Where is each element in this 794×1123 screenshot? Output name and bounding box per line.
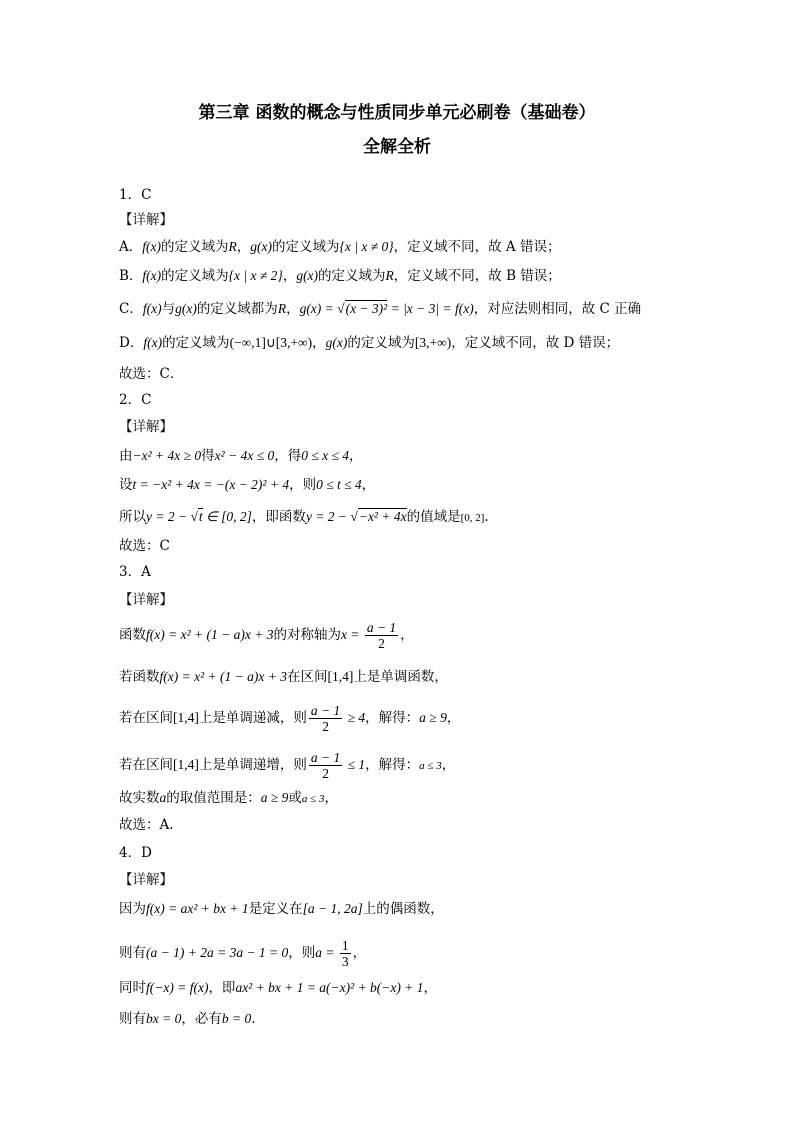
q1-final-answer: 故选：C．	[119, 366, 184, 382]
text: ，必有	[181, 1011, 222, 1027]
q3-line-5	[119, 788, 338, 809]
text: ，则	[289, 477, 317, 493]
math: R	[385, 268, 394, 283]
text: 若在区间	[119, 757, 173, 773]
q2-line-2	[119, 475, 375, 495]
text: 是定义在	[248, 901, 303, 917]
q1-answer-number: 1．C	[119, 187, 152, 203]
q2-answer-number: 2．C	[119, 392, 152, 408]
math: g(x)	[296, 268, 319, 283]
text: ，则	[288, 945, 316, 961]
text: 若在区间	[119, 710, 173, 726]
text: 上是单调递减，则	[198, 710, 307, 726]
sqrt-sign: √	[190, 509, 198, 524]
text: 由	[119, 448, 133, 464]
math: a ≤ 3	[301, 793, 325, 805]
text: 的定义域为	[162, 335, 230, 351]
math: a ≥ 9	[260, 790, 289, 805]
math: ∈ [0, 2]	[202, 509, 252, 524]
q4-answer-number: 4．D	[119, 845, 152, 861]
text: ，即函数	[251, 509, 306, 525]
text: 则有	[119, 1011, 146, 1027]
text: 的定义域为	[271, 239, 340, 255]
q4-line-3	[119, 978, 437, 998]
q4-line-2	[119, 938, 366, 969]
math: a	[159, 790, 167, 805]
q3-line-2	[119, 667, 448, 687]
math: f(x) = ax² + bx + 1	[146, 901, 249, 916]
text: ，	[236, 239, 251, 255]
math: t = −x² + 4x = −(x − 2)² + 4	[132, 477, 290, 492]
math: a ≤ 3	[419, 760, 442, 772]
math: R	[228, 239, 237, 254]
page-subtitle: 全解全析	[363, 137, 431, 157]
math: −x² + 4x ≥ 0	[132, 448, 202, 463]
math: a =	[315, 945, 338, 960]
text: ，定义域不同，故 D 错误；	[451, 335, 620, 351]
q1-option-c	[119, 299, 641, 319]
math: = |x − 3| = f(x)	[387, 301, 474, 316]
math: g(x)	[325, 335, 348, 350]
q2-line-3	[119, 507, 489, 528]
q3-detail-heading: 【详解】	[119, 592, 173, 608]
text: 上是单调函数，	[353, 669, 448, 685]
math-radicand: (x − 3)²	[345, 301, 388, 316]
text: ，	[441, 757, 456, 773]
text: ，得	[274, 448, 302, 464]
text: 因为	[119, 901, 146, 917]
text: 在区间	[286, 669, 328, 685]
q4-detail-heading: 【详解】	[119, 872, 173, 888]
numerator: 1	[341, 938, 349, 953]
denominator: 2	[378, 636, 385, 651]
text: 的定义域都为	[196, 301, 278, 317]
math: g(x)	[175, 301, 197, 316]
math: x =	[340, 627, 363, 642]
q2-final-answer: 故选：C	[119, 538, 170, 554]
math: g(x) =	[299, 301, 338, 316]
math: b = 0	[221, 1011, 252, 1026]
math: x² − 4x ≤ 0	[214, 448, 275, 463]
sqrt-sign: √	[350, 509, 358, 524]
fraction	[309, 703, 342, 734]
text: ，	[349, 448, 363, 464]
math: {x | x ≠ 0}	[339, 239, 394, 254]
text: ，	[286, 301, 300, 317]
math: f(x) = x² + (1 − a)x + 3	[146, 627, 274, 642]
math: {x | x ≠ 2}	[228, 268, 283, 283]
numerator: a − 1	[310, 750, 341, 765]
denominator: 2	[322, 719, 329, 734]
text: 上是单调递增，则	[198, 757, 307, 773]
q3-line-1	[119, 620, 414, 651]
text: 若函数	[119, 669, 160, 685]
text: 故实数	[119, 790, 160, 806]
label: A．	[119, 239, 143, 255]
text: ，解得：	[365, 757, 420, 773]
math: [1,4]	[327, 669, 354, 684]
text: ，	[324, 790, 338, 806]
q3-answer-number: 3．A	[119, 564, 151, 580]
math: ≥ 4	[344, 710, 366, 725]
q1-option-d	[119, 333, 619, 353]
q1-detail-heading: 【详解】	[119, 212, 173, 228]
text: 的取值范围是：	[166, 790, 261, 806]
q1-option-b	[119, 266, 561, 286]
math: (−∞,1]∪[3,+∞)	[229, 335, 313, 350]
text: .	[484, 509, 489, 525]
fraction	[309, 750, 342, 781]
q2-line-1	[119, 446, 363, 466]
math: f(x)	[142, 301, 162, 316]
q3-line-4	[119, 750, 455, 781]
math: bx = 0	[146, 1011, 182, 1026]
text: 的定义域为	[318, 268, 386, 284]
math: f(x) = x² + (1 − a)x + 3	[159, 669, 287, 684]
text: 则有	[119, 945, 146, 961]
text: 所以	[119, 509, 146, 525]
math: f(x)	[142, 239, 161, 254]
sqrt-sign: √	[337, 301, 345, 316]
q4-line-1	[119, 899, 444, 919]
math-radicand: −x² + 4x	[358, 509, 407, 524]
q1-option-a	[119, 237, 560, 257]
text: 设	[119, 477, 133, 493]
q2-detail-heading: 【详解】	[119, 419, 173, 435]
math: y = 2 −	[305, 509, 351, 524]
text: 函数	[119, 627, 146, 643]
math: [1,4]	[173, 757, 199, 772]
q3-final-answer: 故选：A.	[119, 817, 174, 833]
fraction	[365, 620, 398, 651]
text: ，	[312, 335, 326, 351]
text: 的定义域为	[160, 239, 229, 255]
text: ，对应法则相同，故 C 正确	[473, 301, 642, 317]
math: f(x)	[143, 335, 163, 350]
math: [a − 1, 2a]	[302, 901, 363, 916]
math: ax² + bx + 1 = a(−x)² + b(−x) + 1	[235, 980, 424, 995]
math: y = 2 −	[146, 509, 191, 524]
text: ，即	[208, 980, 236, 996]
text: ，	[446, 710, 461, 726]
q4-line-4	[119, 1009, 256, 1029]
label: C．	[119, 301, 143, 317]
label: B．	[119, 268, 143, 284]
text: ，	[361, 477, 376, 493]
q3-line-3	[119, 703, 460, 734]
numerator: a − 1	[366, 620, 397, 635]
text: 得	[201, 448, 215, 464]
text: 的对称轴为	[273, 627, 341, 643]
math: R	[277, 301, 287, 316]
text: 上的偶函数，	[362, 901, 444, 917]
math: a ≥ 9	[419, 710, 447, 725]
numerator: a − 1	[310, 703, 341, 718]
math: 0 ≤ t ≤ 4	[316, 477, 362, 492]
text: .	[251, 1011, 256, 1027]
label: D．	[119, 335, 144, 351]
text: 与	[161, 301, 176, 317]
text: 或	[288, 790, 302, 806]
math: g(x)	[250, 239, 272, 254]
text: ，定义域不同，故 A 错误；	[393, 239, 561, 255]
math: ≤ 1	[344, 757, 366, 772]
text: ，解得：	[365, 710, 420, 726]
text: 的定义域为	[161, 268, 229, 284]
math: [1,4]	[173, 710, 199, 725]
text: ，	[282, 268, 297, 284]
math-radicand: t	[198, 509, 203, 524]
text: 的定义域为	[347, 335, 415, 351]
math: 0 ≤ x ≤ 4	[301, 448, 350, 463]
text: ，定义域不同，故 B 错误；	[393, 268, 561, 284]
text: ，	[352, 945, 367, 961]
text: 同时	[119, 980, 146, 996]
text: ，	[423, 980, 438, 996]
math: (a − 1) + 2a = 3a − 1 = 0	[146, 945, 289, 960]
text: ，	[400, 627, 414, 643]
page-title: 第三章 函数的概念与性质同步单元必刷卷（基础卷）	[198, 103, 596, 123]
denominator: 2	[322, 766, 329, 781]
fraction	[340, 938, 351, 969]
math: f(x)	[142, 268, 162, 283]
math: [3,+∞)	[414, 335, 452, 350]
text: 的值域是	[406, 509, 461, 525]
denominator: 3	[341, 954, 349, 969]
math: [0, 2]	[460, 512, 485, 524]
math: f(−x) = f(x)	[146, 980, 209, 995]
